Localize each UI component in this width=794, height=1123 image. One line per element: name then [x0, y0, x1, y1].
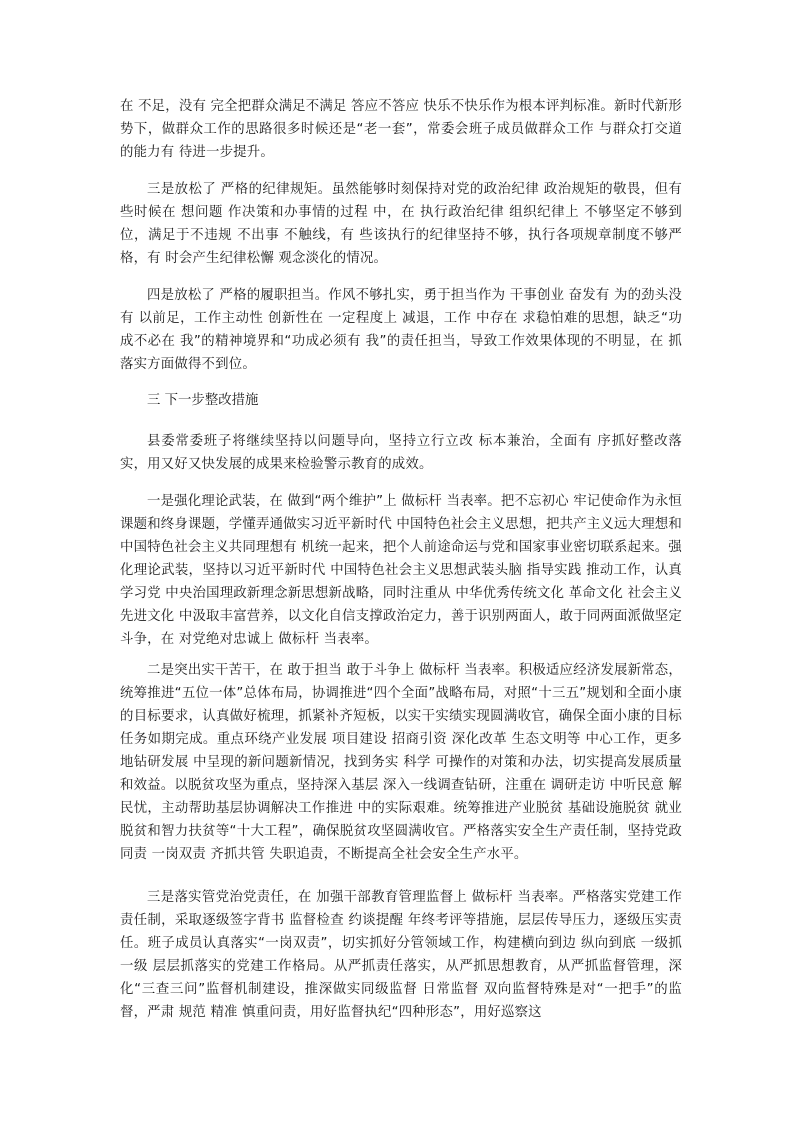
paragraph-intro: 县委常委班子将继续坚持以问题导向，坚持立行立改 标本兼治，全面有 序抓好整改落实，用又好又快发展的成果来检验警示教育的成效。: [120, 434, 682, 472]
section-heading: 三 下一步整改措施: [147, 393, 259, 408]
paragraph-duty: 四是放松了 严格的履职担当。作风不够扎实，勇于担当作为 干事创业 奋发有 为的劲头没有 以前足，工作主动性 创新性在 一定程度上 减退，工作 中存在 求稳怕难的思想，缺乏“功成不必在 我”的精神境界和“功成必须有 我”的责任担当，导致工作效果体现的不明显，在 抓落实方面做得不到位。: [120, 288, 682, 372]
paragraph-measure-2: 二是突出实干苦干，在 敢于担当 敢于斗争上 做标杆 当表率。积极适应经济发展新常态，统筹推进“五位一体”总体布局，协调推进“四个全面”战略布局，对照“十三五”规划和全面小康的目标要求，认真做好梳理，抓紧补齐短板，以实干实绩实现圆满收官，确保全面小康的目标任务如期完成。重点环绕产业发展 项目建设 招商引资 深化改革 生态文明等 中心工作，更多地钻研发展 中呈现的新问题新情况，找到务实 科学 可操作的对策和办法，切实提高发展质量和效益。以脱贫攻坚为重点，坚持深入基层 深入一线调查钻研，注重在 调研走访 中听民意 解民忧，主动帮助基层协调解决工作推进 中的实际艰难。统筹推进产业脱贫 基础设施脱贫 就业脱贫和智力扶贫等“十大工程”，确保脱贫攻坚圆满收官。严格落实安全生产责任制，坚持党政同责 一岗双责 齐抓共管 失职追责，不断提高全社会安全生产水平。: [120, 663, 682, 862]
paragraph-continued: 在 不足，没有 完全把群众满足不满足 答应不答应 快乐不快乐作为根本评判标准。新时代新形势下，做群众工作的思路很多时候还是“老一套”，常委会班子成员做群众工作 与群众打交道的能力有 待进一步提升。: [120, 99, 682, 160]
paragraph-measure-1: 一是强化理论武装，在 做到“两个维护”上 做标杆 当表率。把不忘初心 牢记使命作为永恒课题和终身课题，学懂弄通做实习近平新时代 中国特色社会主义思想，把共产主义远大理想和 中国特色社会主义共同理想有 机统一起来，把个人前途命运与党和国家事业密切联系起来。强化理论武装，坚持以习近平新时代 中国特色社会主义思想武装头脑 指导实践 推动工作，认真 学习党 中央治国理政新理念新思想新战略，同时注重从 中华优秀传统文化 革命文化 社会主义先进文化 中汲取丰富营养，以文化自信支撑政治定力，善于识别两面人，敢于同两面派做坚定斗争，在 对党绝对忠诚上 做标杆 当表率。: [120, 494, 682, 647]
paragraph-discipline: 三是放松了 严格的纪律规矩。虽然能够时刻保持对党的政治纪律 政治规矩的敬畏，但有 些时候在 想问题 作决策和办事情的过程 中，在 执行政治纪律 组织纪律上 不够坚定不够到位，满足于不违规 不出事 不触线，有 些该执行的纪律坚持不够，执行各项规章制度不够严格，有 时会产生纪律松懈 观念淡化的情况。: [120, 182, 682, 266]
paragraph-measure-3: 三是落实管党治党责任，在 加强干部教育管理监督上 做标杆 当表率。严格落实党建工作责任制，采取逐级签字背书 监督检查 约谈提醒 年终考评等措施，层层传导压力，逐级压实责任。班子成员认真落实“一岗双责”，切实抓好分管领域工作，构建横向到边 纵向到底 一级抓一级 层层抓落实的党建工作格局。从严抓责任落实，从严抓思想教育，从严抓监督管理，深化“三查三问”监督机制建设，推深做实同级监督 日常监督 双向监督特殊是对“一把手”的监督，严肃 规范 精准 慎重问责，用好监督执纪“四种形态”，用好巡察这: [120, 890, 682, 1020]
